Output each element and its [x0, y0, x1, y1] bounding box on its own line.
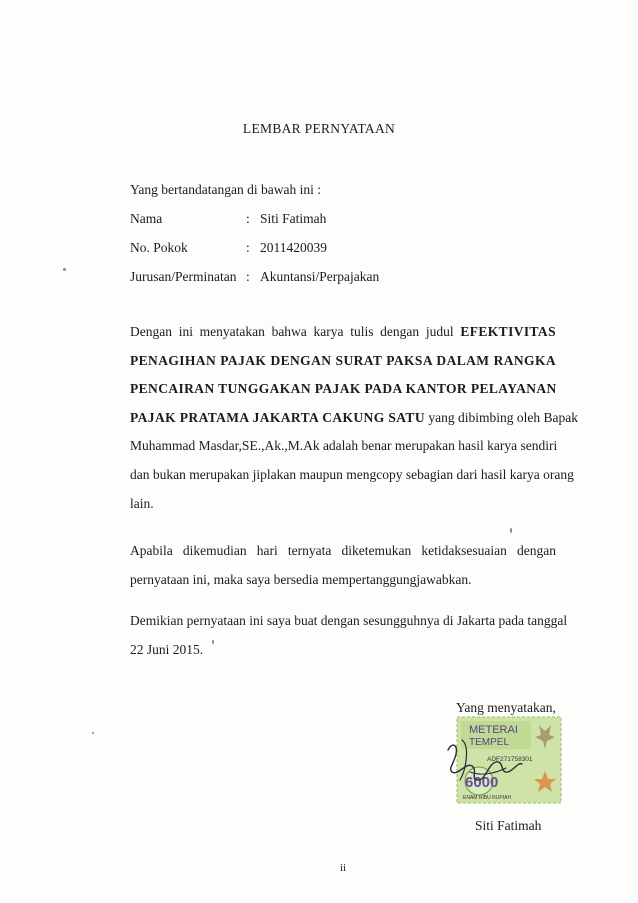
- paragraph-line: [130, 347, 556, 376]
- liability-paragraph: [130, 537, 556, 594]
- stamp-text-line2: TEMPEL: [469, 737, 510, 748]
- title-bold-text: PENCAIRAN TUNGGAKAN PAJAK PADA KANTOR PELAYANAN: [130, 381, 557, 397]
- scan-speck: [92, 732, 94, 734]
- line-text: yang dibimbing oleh Bapak: [428, 409, 578, 425]
- intro-text: Yang bertandatangan di bawah ini :: [130, 182, 321, 197]
- title-bold-text: PENAGIHAN PAJAK DENGAN SURAT PAKSA DALAM RANGKA: [130, 352, 556, 368]
- closing-label: Yang menyatakan,: [456, 700, 556, 715]
- signer-name: Siti Fatimah: [475, 818, 542, 833]
- paragraph-line: [130, 318, 556, 347]
- page-number: ii: [340, 862, 347, 874]
- field-value: Akuntansi/Perpajakan: [260, 269, 380, 284]
- field-label: Nama: [130, 211, 163, 226]
- closing-paragraph: [130, 607, 568, 664]
- paragraph-line: Demikian pernyataan ini saya buat dengan sesungguhnya di Jakarta pada tanggal: [130, 613, 568, 628]
- field-value: 2011420039: [260, 240, 327, 255]
- paragraph-line: Muhammad Masdar,SE.,Ak.,M.Ak adalah benar merupakan hasil karya sendiri: [130, 438, 558, 454]
- title-bold-text: EFEKTIVITAS: [460, 324, 556, 339]
- title-bold-text: PAJAK PRATAMA JAKARTA CAKUNG SATU: [130, 409, 425, 425]
- stamp-caption: ENAM RIBU RUPIAH: [463, 795, 512, 801]
- scan-speck: [63, 268, 66, 271]
- field-label: Jurusan/Perminatan: [130, 269, 237, 284]
- scan-speck: [212, 640, 214, 644]
- field-colon: :: [246, 240, 250, 255]
- paragraph-line: Apabila dikemudian hari ternyata diketemukan ketidaksesuaian dengan: [130, 543, 556, 558]
- paragraph-line: [130, 375, 556, 404]
- handwritten-signature: [440, 720, 530, 810]
- paragraph-line: lain.: [130, 495, 154, 511]
- line-text: Dengan ini menyatakan bahwa karya tulis dengan judul: [130, 324, 454, 339]
- scan-speck: [510, 528, 512, 533]
- field-colon: :: [246, 211, 250, 226]
- paragraph-line: dan bukan merupakan jiplakan maupun mengcopy sebagian dari hasil karya orang: [130, 466, 574, 482]
- paragraph-line: 22 Juni 2015.: [130, 641, 204, 657]
- field-colon: :: [246, 269, 250, 284]
- paragraph-line: [130, 404, 578, 433]
- document-title: LEMBAR PERNYATAAN: [242, 121, 396, 136]
- field-label: No. Pokok: [130, 240, 188, 255]
- statement-paragraph: [130, 318, 578, 518]
- stamp-text-line1: METERAI: [469, 724, 518, 736]
- stamp-serial: ADF271758301: [487, 756, 533, 763]
- field-value: Siti Fatimah: [260, 211, 327, 226]
- paragraph-line: pernyataan ini, maka saya bersedia mempertanggungjawabkan.: [130, 571, 472, 587]
- stamp-value: 6000: [465, 774, 499, 791]
